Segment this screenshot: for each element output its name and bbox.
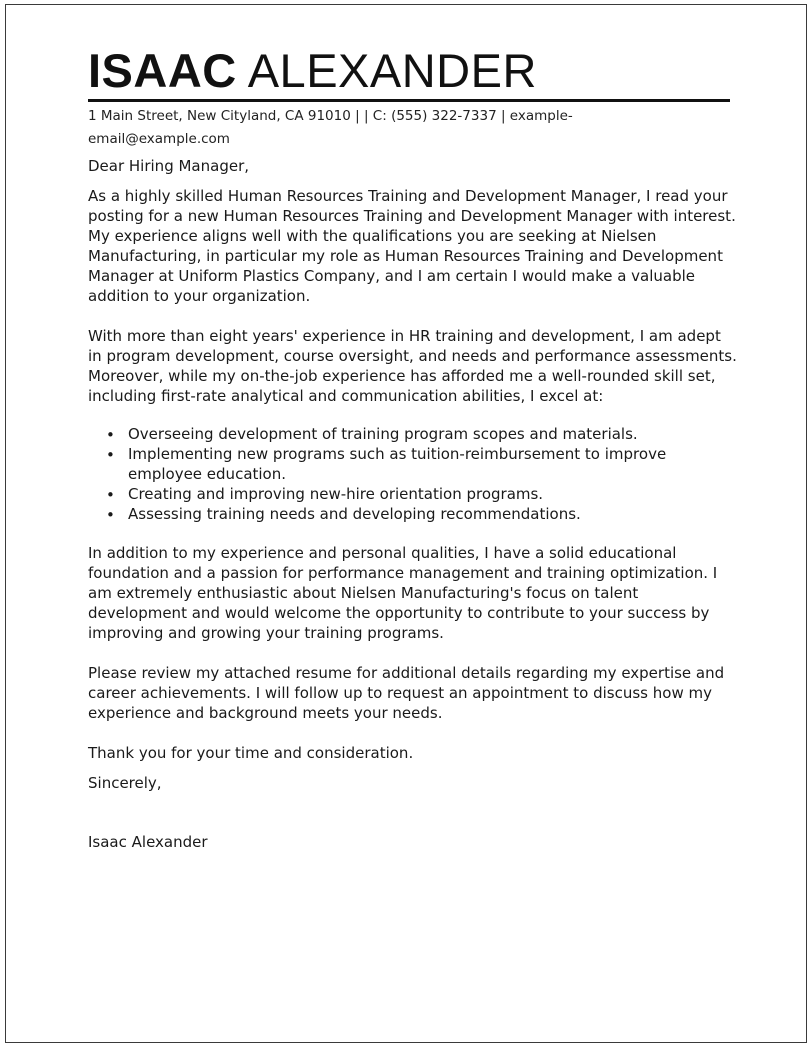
- applicant-name: [88, 45, 730, 97]
- paragraph-follow-up: Please review my attached resume for additional details regarding my expertise and career achievements. I will follow up to request an appointment to discuss how my experience and background meets your needs.: [88, 664, 725, 722]
- first-name: ISAAC: [88, 44, 237, 97]
- bullet-icon: •: [106, 506, 115, 524]
- closing-line: Thank you for your time and consideration.: [88, 744, 414, 762]
- list-item: [88, 484, 738, 504]
- paragraph-intro: As a highly skilled Human Resources Training and Development Manager, I read your posting for a new Human Resources Training and Development Manager with interest. My experience aligns well with the qualifications you are seeking at Nielsen Manufacturing, in particular my role as Human Resources Training and Development Manager at Uniform Plastics Company, and I am certain I would make a valuable addition to your organization.: [88, 187, 736, 305]
- paragraph-experience: With more than eight years' experience in HR training and development, I am adept in program development, course oversight, and needs and performance assessments. Moreover, while my on-the-job experience has afforded me a well-rounded skill set, including first-rate analytical and communication abilities, I excel at:: [88, 327, 737, 405]
- list-item: [88, 504, 738, 524]
- list-item-text: Assessing training needs and developing recommendations.: [128, 505, 581, 523]
- letter-header: [88, 45, 730, 102]
- signoff: Sincerely,: [88, 774, 162, 792]
- letter-page: [5, 4, 807, 1043]
- list-item-text: Creating and improving new-hire orientation programs.: [128, 485, 544, 503]
- last-name: ALEXANDER: [247, 44, 537, 97]
- list-item: [88, 424, 738, 444]
- paragraph-education: In addition to my experience and personal qualities, I have a solid educational foundation and a passion for performance management and training optimization. I am extremely enthusiastic about Nielsen Manufacturing's focus on talent development and would welcome the opportunity to contribute to your success by improving and growing your training programs.: [88, 544, 718, 642]
- bullet-icon: •: [106, 426, 115, 444]
- list-item-text: Overseeing development of training program scopes and materials.: [128, 425, 638, 443]
- header-divider: [88, 99, 730, 102]
- salutation: Dear Hiring Manager,: [88, 157, 250, 175]
- list-item: [88, 444, 738, 484]
- letter-body: [88, 156, 738, 852]
- contact-info: 1 Main Street, New Cityland, CA 91010 | | C: (555) 322-7337 | example-email@example.com: [88, 108, 573, 147]
- list-item-text: Implementing new programs such as tuition-reimbursement to improve employee education.: [128, 445, 667, 483]
- signature-name: Isaac Alexander: [88, 833, 208, 851]
- bullet-icon: •: [106, 486, 115, 504]
- skills-list: [88, 424, 738, 524]
- bullet-icon: •: [106, 446, 115, 464]
